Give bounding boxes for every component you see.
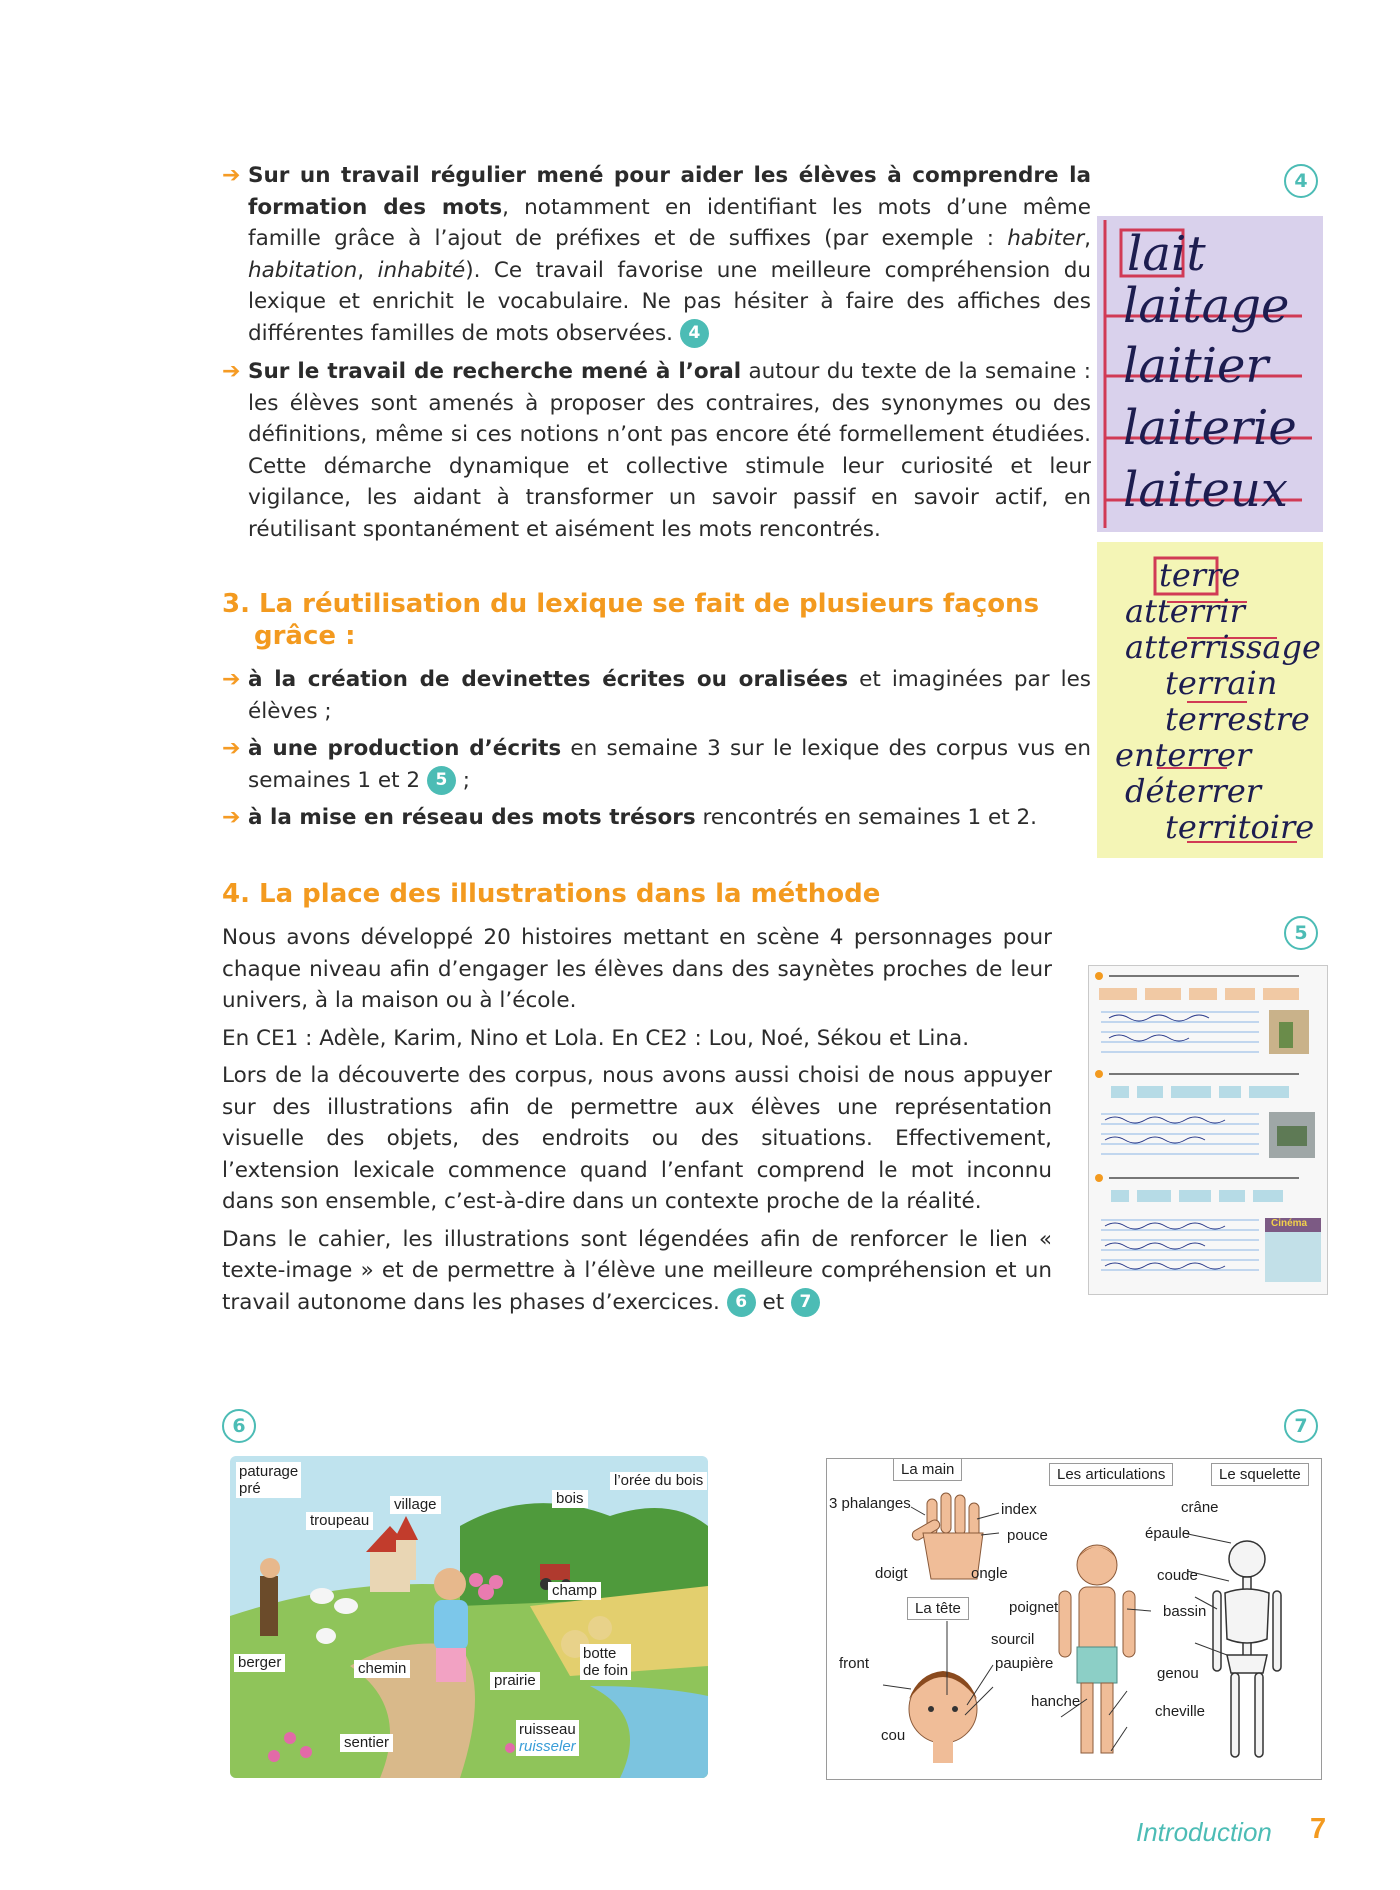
poster-word: terrestre <box>1165 700 1310 738</box>
label-ongle: ongle <box>971 1565 1008 1582</box>
label-paupiere: paupière <box>995 1655 1054 1672</box>
box-les-articulations: Les articulations <box>1049 1463 1173 1486</box>
figure-number-7: 7 <box>1284 1409 1318 1443</box>
label-epaule: épaule <box>1145 1525 1191 1542</box>
poster-word: atterrir <box>1125 592 1245 630</box>
label-troupeau: troupeau <box>306 1512 373 1530</box>
box-le-squelette: Le squelette <box>1211 1463 1309 1486</box>
countryside-drawing <box>230 1456 708 1778</box>
poster-word: atterrissage <box>1125 628 1321 666</box>
label-front: front <box>839 1655 870 1672</box>
paragraph: Nous avons développé 20 histoires mettant en scène 4 personnages pour chaque niveau afin d’engager les élèves dans des saynètes proches de leur univers, à la maison ou à l’école. <box>222 925 1052 1013</box>
label-cheville: cheville <box>1155 1703 1206 1720</box>
poster-word: lait <box>1127 226 1206 282</box>
figure-ref-4[interactable]: 4 <box>680 319 709 348</box>
worksheet-photo <box>1088 965 1328 1295</box>
bullet-recherche-orale: ➔ Sur le travail de recherche mené à l’oral autour du texte de la semaine : les élèves sont amenés à proposer des contraires, des synonymes ou des définitions, même si ces notions n’ont pas encore été formellement étudiées. Cette démarche dynamique et collective stimule leur curiosité et leur vigilance, les aidant à transformer un savoir passif en savoir actif, en réutilisant spontanément et aisément les mots rencontrés. <box>222 356 1091 545</box>
figure-ref-6[interactable]: 6 <box>727 1288 756 1317</box>
arrow-icon: ➔ <box>222 736 241 761</box>
label-doigt: doigt <box>875 1565 908 1582</box>
label-coude: coude <box>1157 1567 1198 1584</box>
arrow-icon: ➔ <box>222 359 241 384</box>
label-cou: cou <box>881 1727 906 1744</box>
body-vocabulary-illustration <box>826 1458 1322 1780</box>
label-sourcil: sourcil <box>991 1631 1035 1648</box>
bullet-production-ecrits: ➔ à une production d’écrits en semaine 3 sur le lexique des corpus vus en semaines 1 et 2 5 ; <box>222 733 1091 796</box>
label-bois: bois <box>552 1490 588 1508</box>
example-word: habiter <box>1007 226 1085 251</box>
poster-word: laitier <box>1123 338 1269 394</box>
countryside-illustration <box>230 1456 708 1778</box>
poster-lait <box>1097 216 1323 532</box>
bullet-formation-des-mots: ➔ Sur un travail régulier mené pour aider les élèves à comprendre la formation des mots, notamment en identifiant les mots d’une même famille grâce à l’ajout de préfixes et de suffixes (par exemple : habiter, habitation, inhabité). Ce travail favorise une meilleure compréhension du lexique et enrichit le vocabulaire. Ne pas hésiter à faire des affiches des différentes familles de mots observées. 4 <box>222 160 1091 349</box>
label-village: village <box>390 1496 441 1514</box>
label-poignet: poignet <box>1009 1599 1059 1616</box>
figure-number-4: 4 <box>1284 164 1318 198</box>
paragraph: Dans le cahier, les illustrations sont légendées afin de renforcer le lien « texte-image » et de permettre à l’élève une meilleure compréhension et un travail autonome dans les phases d’exercices. 6 et 7 <box>222 1224 1052 1319</box>
label-ruisseau: ruisseau ruisseler <box>516 1720 579 1756</box>
label-berger: berger <box>234 1654 285 1672</box>
bullet-mise-en-reseau: ➔ à la mise en réseau des mots trésors rencontrés en semaines 1 et 2. <box>222 802 1091 834</box>
section-4-body <box>222 922 1052 1318</box>
section-4-title: 4. La place des illustrations dans la méthode <box>222 879 881 909</box>
label-phalanges: 3 phalanges <box>829 1495 911 1512</box>
figure-ref-7[interactable]: 7 <box>791 1288 820 1317</box>
label-hanche: hanche <box>1031 1693 1081 1710</box>
label-paturage: paturage pré <box>236 1462 301 1498</box>
poster-word: laitage <box>1123 278 1290 334</box>
arrow-icon: ➔ <box>222 667 241 692</box>
poster-word: terrain <box>1165 664 1278 702</box>
label-chemin: chemin <box>354 1660 410 1678</box>
poster-word: laiteux <box>1123 462 1288 518</box>
label-bassin: bassin <box>1163 1603 1207 1620</box>
label-prairie: prairie <box>490 1672 540 1690</box>
figure-number-6: 6 <box>222 1409 256 1443</box>
section-3-title: 3. La réutilisation du lexique se fait de plusieurs façons grâce : <box>222 589 1040 651</box>
label-pouce: pouce <box>1007 1527 1048 1544</box>
arrow-icon: ➔ <box>222 163 241 188</box>
poster-word: terre <box>1159 556 1241 594</box>
label-champ: champ <box>548 1582 601 1600</box>
poster-terre <box>1097 542 1323 858</box>
example-word: inhabité <box>377 257 466 283</box>
footer-section-title: Introduction <box>1136 1817 1272 1847</box>
example-word: habitation <box>248 257 358 283</box>
label-index: index <box>1001 1501 1037 1518</box>
figure-ref-5[interactable]: 5 <box>427 766 456 795</box>
arrow-icon: ➔ <box>222 805 241 830</box>
box-la-main: La main <box>893 1458 962 1481</box>
paragraph: En CE1 : Adèle, Karim, Nino et Lola. En CE2 : Lou, Noé, Sékou et Lina. <box>222 1025 970 1051</box>
poster-word: enterrer <box>1115 736 1252 774</box>
paragraph: Lors de la découverte des corpus, nous avons aussi choisi de nous appuyer sur des illustrations afin de permettre aux élèves une représentation visuelle des objets, des endroits ou des situations. Effectivement, l’extension lexicale commence quand l’enfant comprend le mot inconnu dans son ensemble, c’est-à-dire dans un contexte proche de la réalité. <box>222 1063 1052 1214</box>
poster-word: déterrer <box>1125 772 1262 810</box>
bullet-devinettes: ➔ à la création de devinettes écrites ou oralisées et imaginées par les élèves ; <box>222 664 1091 727</box>
label-oree-du-bois: l’orée du bois <box>610 1472 707 1490</box>
label-genou: genou <box>1157 1665 1199 1682</box>
poster-word: laiterie <box>1123 400 1297 456</box>
label-sentier: sentier <box>340 1734 393 1752</box>
page-number: 7 <box>1310 1813 1327 1845</box>
box-la-tete: La tête <box>907 1597 969 1620</box>
worksheet-drawing <box>1089 966 1327 1294</box>
label-crane: crâne <box>1181 1499 1219 1516</box>
poster-word: territoire <box>1165 808 1315 846</box>
label-botte-de-foin: botte de foin <box>580 1644 631 1680</box>
cinema-sign: Cinéma <box>1271 1218 1308 1229</box>
bullet-bold: Sur un travail régulier mené pour aider les élèves à comprendre la formation des mots <box>248 163 1091 220</box>
figure-number-5: 5 <box>1284 916 1318 950</box>
